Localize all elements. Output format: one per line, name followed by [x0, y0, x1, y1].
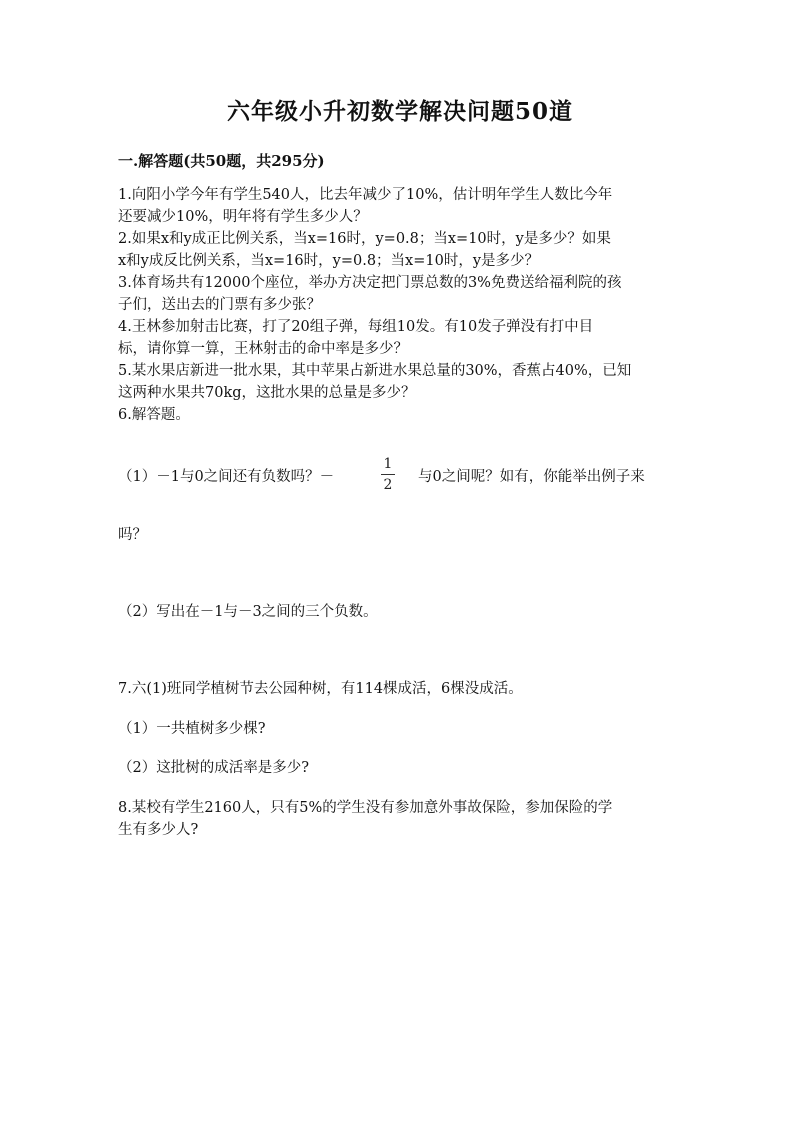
- question-8: [118, 797, 690, 841]
- question-line: （1）－1与0之间还有负数吗？－: [118, 469, 335, 485]
- question-line: 8.某校有学生2160人，只有5%的学生没有参加意外事故保险，参加保险的学: [118, 800, 613, 816]
- question-7: [118, 678, 690, 700]
- question-6-part-1-cont: [118, 524, 690, 546]
- question-2: [118, 228, 690, 272]
- question-line: 生有多少人?: [118, 822, 199, 838]
- fraction-denominator: 2: [383, 477, 393, 493]
- fraction-numerator: 1: [383, 456, 393, 472]
- question-3: [118, 272, 690, 316]
- question-6-part-2: [118, 601, 690, 623]
- question-line: 吗？: [118, 527, 147, 543]
- page-title: 六年级小升初数学解决问题50道: [226, 98, 573, 125]
- question-line: 3.体育场共有12000个座位，举办方决定把门票总数的3%免费送给福利院的孩: [118, 275, 622, 291]
- question-4: [118, 316, 690, 360]
- question-5: [118, 360, 690, 404]
- question-line: （2）这批树的成活率是多少?: [118, 760, 309, 776]
- question-6-heading: [118, 404, 690, 426]
- question-7-part-2: [118, 757, 690, 779]
- question-line: 标，请你算一算，王林射击的命中率是多少？: [118, 341, 408, 357]
- question-line: 5.某水果店新进一批水果，其中苹果占新进水果总量的30%，香蕉占40%，已知: [118, 363, 632, 379]
- question-line: 1.向阳小学今年有学生540人，比去年减少了10%，估计明年学生人数比今年: [118, 187, 613, 203]
- question-line: 6.解答题。: [118, 407, 190, 423]
- question-line: 4.王林参加射击比赛，打了20组子弹，每组10发。有10发子弹没有打中目: [118, 319, 594, 335]
- question-1: [118, 184, 690, 228]
- question-line: 还要减少10%，明年将有学生多少人？: [118, 209, 368, 225]
- question-line: 2.如果x和y成正比例关系，当x=16时，y=0.8；当x=10时，y是多少？如果: [118, 231, 611, 247]
- fraction-one-half: [381, 456, 395, 493]
- question-line: 7.六(1)班同学植树节去公园种树，有114棵成活，6棵没成活。: [118, 681, 523, 697]
- question-line: （1）一共植树多少棵?: [118, 721, 266, 737]
- fraction-bar: [381, 474, 395, 475]
- question-line: 子们，送出去的门票有多少张？: [118, 297, 321, 313]
- question-line: （2）写出在－1与－3之间的三个负数。: [118, 604, 378, 620]
- question-line: 与0之间呢？如有，你能举出例子来: [418, 469, 645, 485]
- section-heading: 一.解答题(共50题，共295分): [118, 152, 325, 170]
- question-line: x和y成反比例关系，当x=16时，y=0.8；当x=10时，y是多少？: [118, 253, 540, 269]
- question-line: 这两种水果共70kg，这批水果的总量是多少？: [118, 385, 416, 401]
- question-7-part-1: [118, 718, 690, 740]
